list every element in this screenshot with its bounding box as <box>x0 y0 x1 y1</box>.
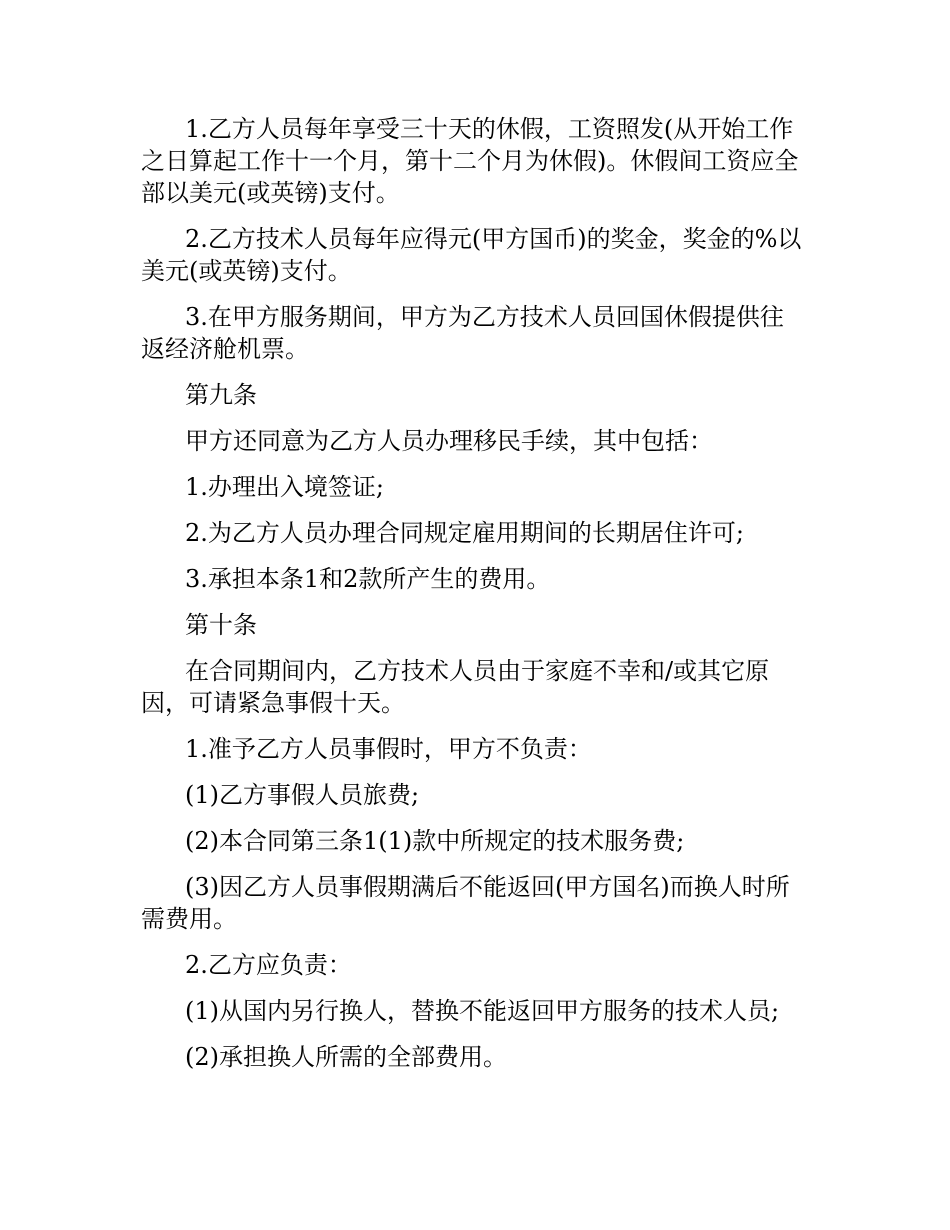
paragraph-vacation-policy: 1.乙方人员每年享受三十天的休假，工资照发(从开始工作之日算起工作十一个月，第十二个月为休假)。休假间工资应全部以美元(或英镑)支付。 <box>141 115 799 207</box>
article-heading-9: 第九条 <box>185 381 257 409</box>
article-heading-10: 第十条 <box>185 611 257 639</box>
paragraph-residence-permit: 2.为乙方人员办理合同规定雇用期间的长期居住许可; <box>185 519 744 547</box>
paragraph-party-a-not-responsible: 1.准予乙方人员事假时，甲方不负责： <box>185 735 592 763</box>
paragraph-travel-expenses: (1)乙方事假人员旅费; <box>185 781 420 809</box>
paragraph-party-b-responsible: 2.乙方应负责： <box>185 951 352 979</box>
paragraph-bear-costs: (2)承担换人所需的全部费用。 <box>185 1043 507 1071</box>
paragraph-airfare: 3.在甲方服务期间，甲方为乙方技术人员回国休假提供往返经济舱机票。 <box>141 303 784 363</box>
document-body <box>141 113 807 1087</box>
paragraph-immigration-intro: 甲方还同意为乙方人员办理移民手续，其中包括： <box>185 427 713 455</box>
paragraph-annual-bonus: 2.乙方技术人员每年应得元(甲方国币)的奖金，奖金的%以美元(或英镑)支付。 <box>141 225 802 285</box>
paragraph-visa: 1.办理出入境签证; <box>185 473 384 501</box>
paragraph-fees: 3.承担本条1和2款所产生的费用。 <box>185 565 551 593</box>
paragraph-replace-staff: (1)从国内另行换人，替换不能返回甲方服务的技术人员; <box>185 997 780 1025</box>
paragraph-emergency-leave: 在合同期间内，乙方技术人员由于家庭不幸和/或其它原因，可请紧急事假十天。 <box>141 657 770 717</box>
paragraph-service-fee: (2)本合同第三条1(1)款中所规定的技术服务费; <box>185 827 685 855</box>
paragraph-replacement-cost: (3)因乙方人员事假期满后不能返回(甲方国名)而换人时所需费用。 <box>141 873 790 933</box>
